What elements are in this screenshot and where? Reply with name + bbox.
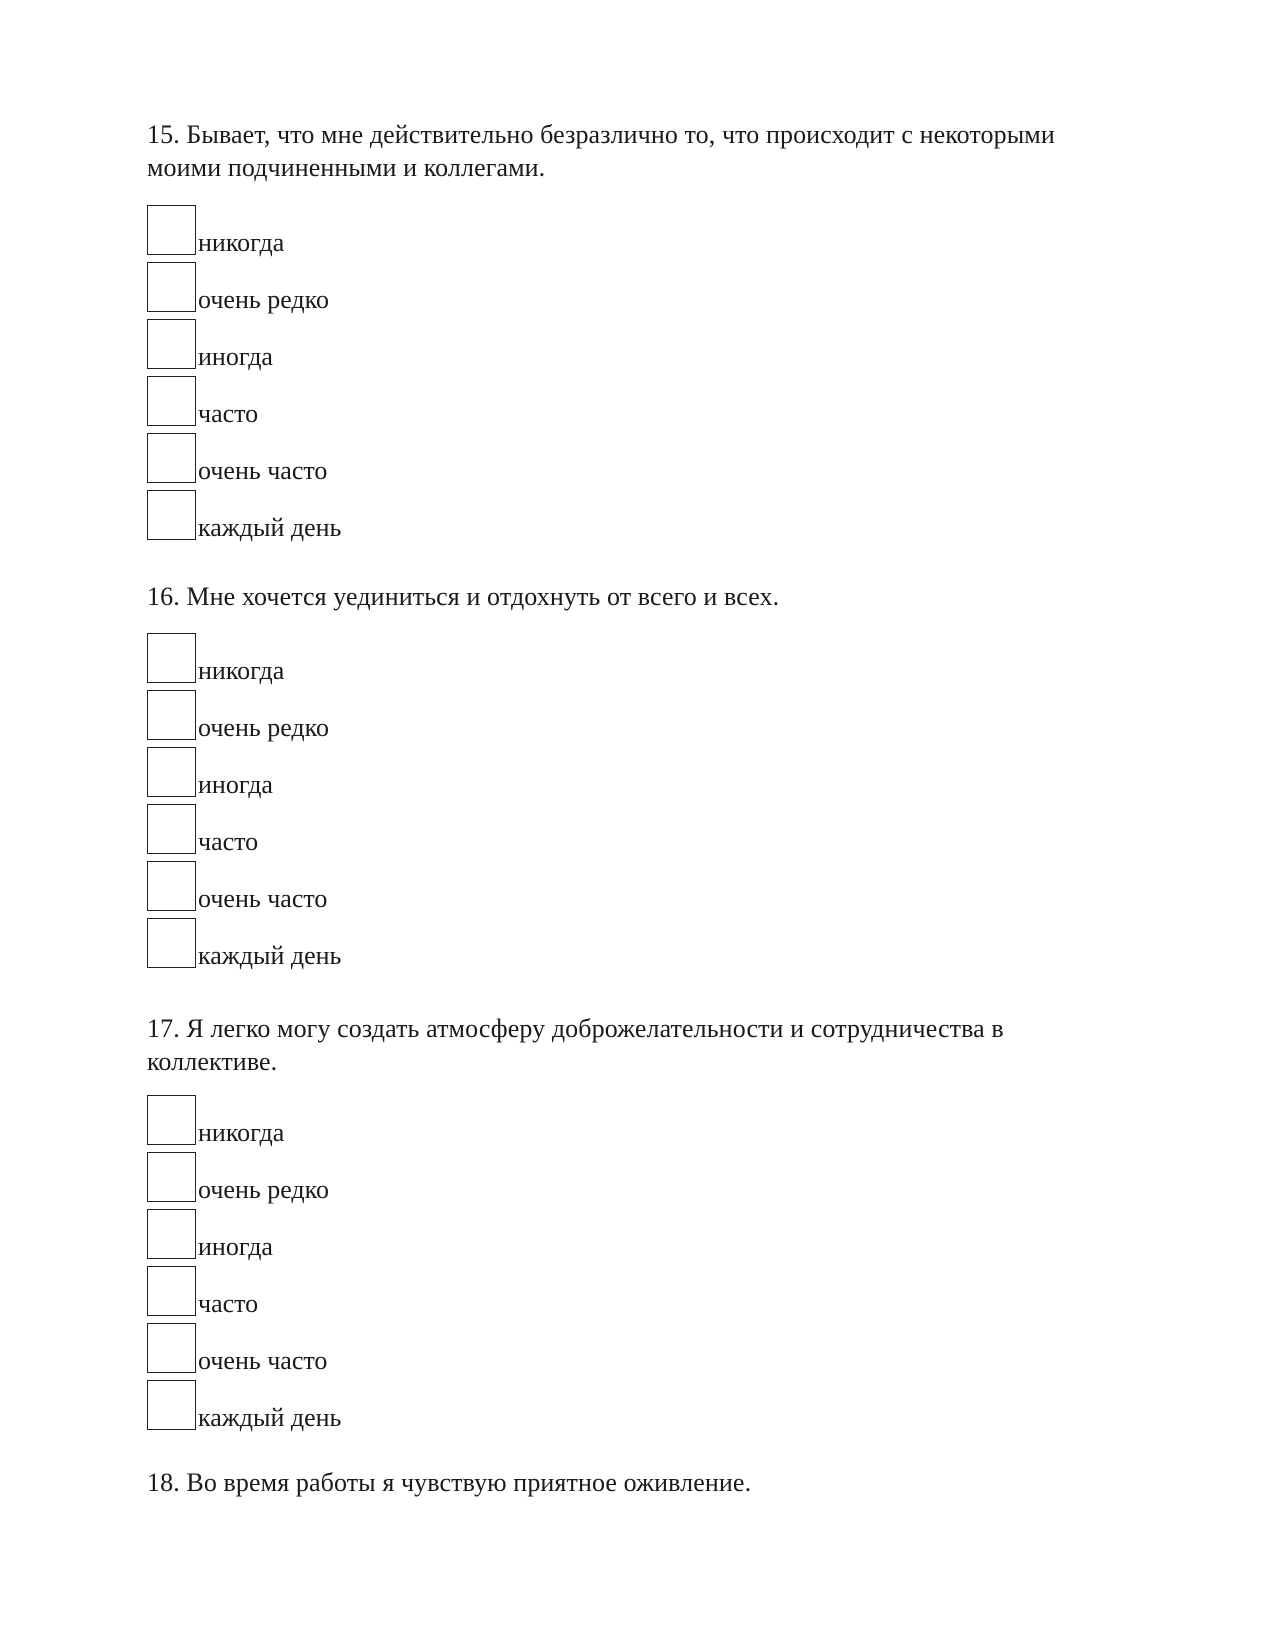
- question-line: 15. Бывает, что мне действительно безразлично то, что происходит с некоторыми: [147, 120, 1055, 149]
- option-label: очень часто: [198, 884, 328, 913]
- option-label: очень часто: [198, 1346, 328, 1375]
- question-17: [147, 1012, 1177, 1078]
- option-label: иногда: [198, 342, 273, 371]
- checkbox[interactable]: [147, 1209, 196, 1259]
- option-row[interactable]: [147, 1095, 547, 1152]
- question-18: [147, 1466, 1177, 1499]
- option-label: иногда: [198, 770, 273, 799]
- option-row[interactable]: [147, 918, 547, 975]
- checkbox[interactable]: [147, 747, 196, 797]
- options-group-16: [147, 633, 547, 975]
- option-row[interactable]: [147, 633, 547, 690]
- question-15: [147, 118, 1177, 184]
- option-row[interactable]: [147, 1209, 547, 1266]
- option-label: каждый день: [198, 1403, 342, 1432]
- option-label: очень редко: [198, 713, 329, 742]
- checkbox[interactable]: [147, 490, 196, 540]
- option-label: иногда: [198, 1232, 273, 1261]
- option-row[interactable]: [147, 804, 547, 861]
- option-row[interactable]: [147, 433, 547, 490]
- checkbox[interactable]: [147, 205, 196, 255]
- option-row[interactable]: [147, 1266, 547, 1323]
- question-line: 18. Во время работы я чувствую приятное оживление.: [147, 1468, 752, 1497]
- option-row[interactable]: [147, 747, 547, 804]
- option-label: каждый день: [198, 941, 342, 970]
- option-row[interactable]: [147, 1152, 547, 1209]
- checkbox[interactable]: [147, 690, 196, 740]
- option-row[interactable]: [147, 376, 547, 433]
- checkbox[interactable]: [147, 633, 196, 683]
- option-row[interactable]: [147, 1380, 547, 1437]
- option-label: часто: [198, 827, 259, 856]
- question-text: [147, 580, 1177, 613]
- option-row[interactable]: [147, 861, 547, 918]
- checkbox[interactable]: [147, 1266, 196, 1316]
- question-line: коллективе.: [147, 1047, 278, 1076]
- checkbox[interactable]: [147, 1152, 196, 1202]
- question-line: моими подчиненными и коллегами.: [147, 153, 546, 182]
- options-group-15: [147, 205, 547, 547]
- option-label: очень часто: [198, 456, 328, 485]
- checkbox[interactable]: [147, 918, 196, 968]
- question-text: [147, 118, 1177, 184]
- option-label: часто: [198, 399, 259, 428]
- question-line: 17. Я легко могу создать атмосферу доброжелательности и сотрудничества в: [147, 1014, 1004, 1043]
- option-row[interactable]: [147, 690, 547, 747]
- checkbox[interactable]: [147, 262, 196, 312]
- option-row[interactable]: [147, 262, 547, 319]
- checkbox[interactable]: [147, 433, 196, 483]
- checkbox[interactable]: [147, 376, 196, 426]
- option-label: никогда: [198, 656, 285, 685]
- question-16: [147, 580, 1177, 613]
- checkbox[interactable]: [147, 1095, 196, 1145]
- question-text: [147, 1012, 1177, 1078]
- option-row[interactable]: [147, 205, 547, 262]
- option-row[interactable]: [147, 319, 547, 376]
- option-label: никогда: [198, 228, 285, 257]
- option-label: часто: [198, 1289, 259, 1318]
- option-row[interactable]: [147, 1323, 547, 1380]
- option-label: каждый день: [198, 513, 342, 542]
- question-text: [147, 1466, 1177, 1499]
- checkbox[interactable]: [147, 319, 196, 369]
- option-label: очень редко: [198, 285, 329, 314]
- option-row[interactable]: [147, 490, 547, 547]
- option-label: очень редко: [198, 1175, 329, 1204]
- option-label: никогда: [198, 1118, 285, 1147]
- checkbox[interactable]: [147, 804, 196, 854]
- checkbox[interactable]: [147, 861, 196, 911]
- checkbox[interactable]: [147, 1380, 196, 1430]
- question-line: 16. Мне хочется уединиться и отдохнуть от всего и всех.: [147, 582, 780, 611]
- options-group-17: [147, 1095, 547, 1437]
- checkbox[interactable]: [147, 1323, 196, 1373]
